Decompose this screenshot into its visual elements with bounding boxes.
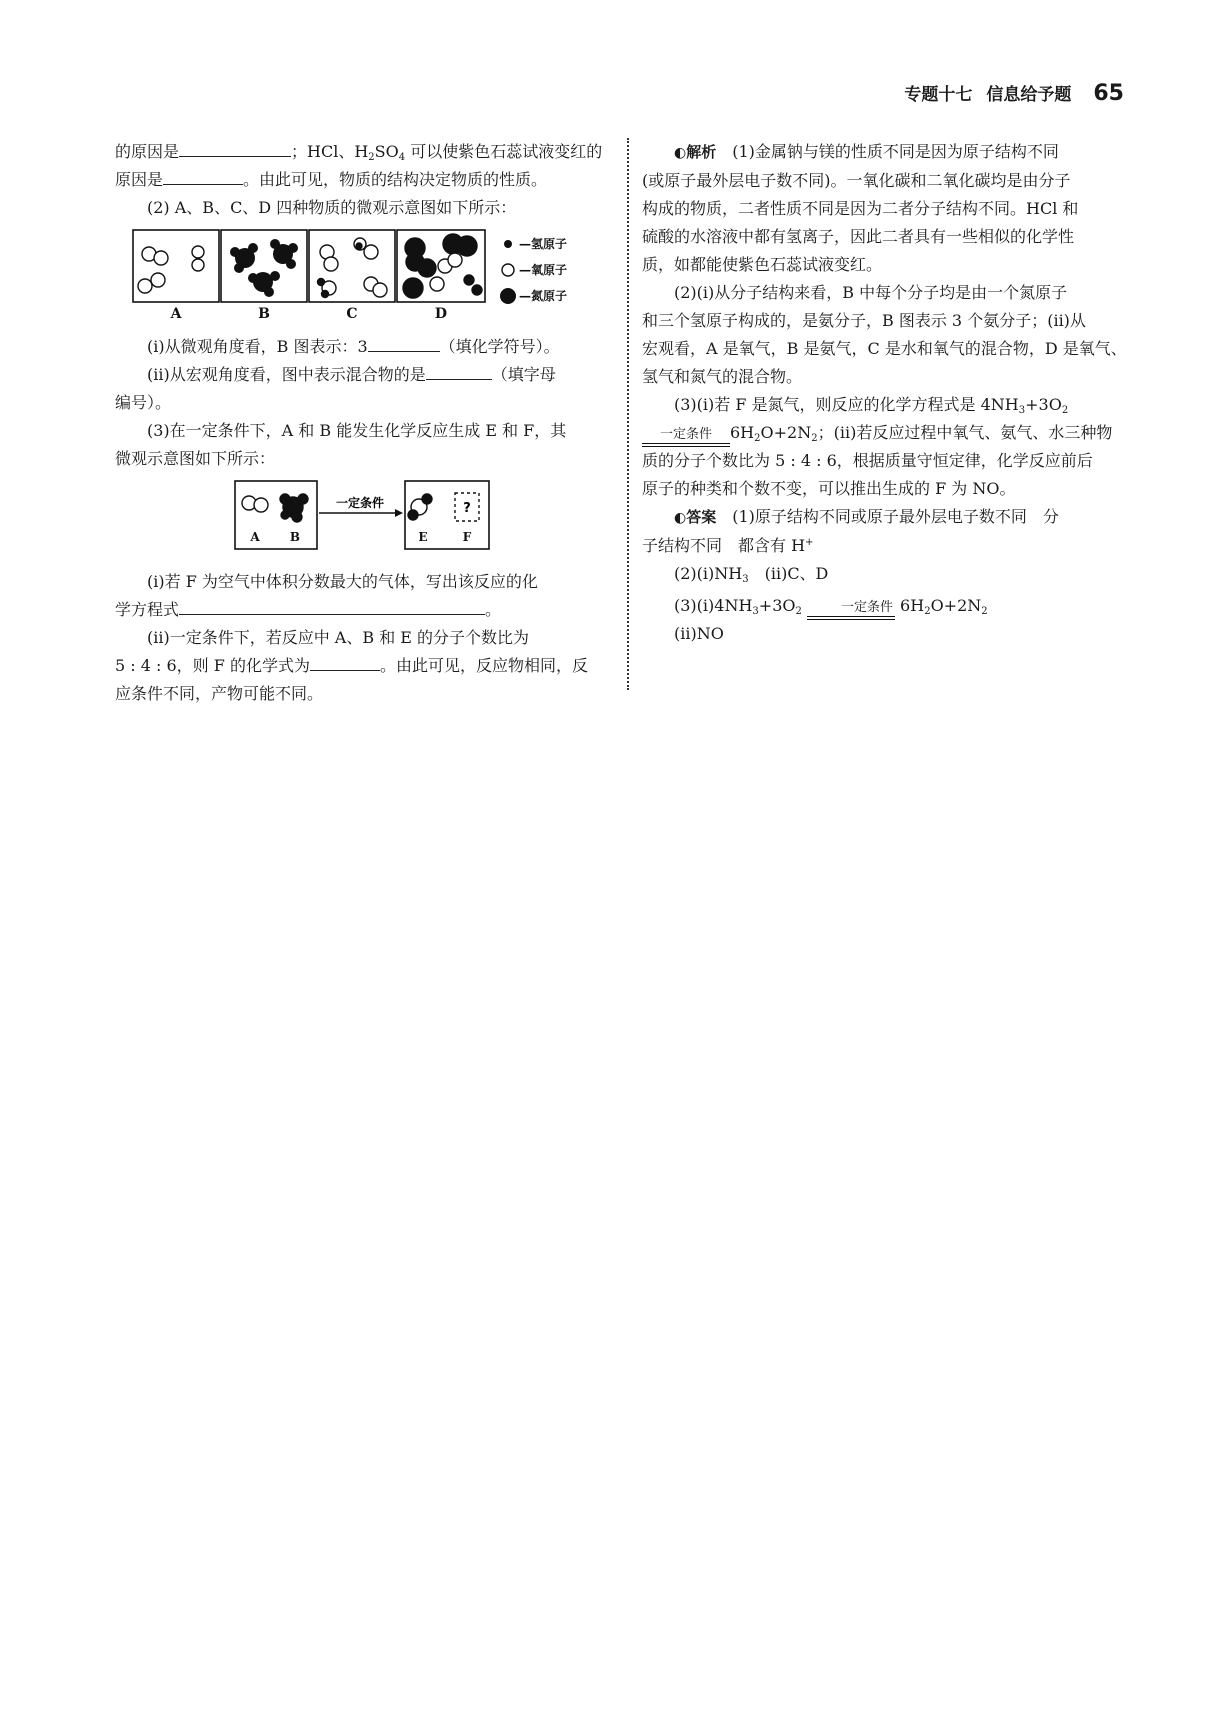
- molecule-figure-abcd: [115, 228, 615, 329]
- question-line: (ⅱ)从宏观角度看，图中表示混合物的是 （填字母: [115, 361, 615, 389]
- analysis-line: (2)(ⅰ)从分子结构来看，B 中每个分子均是由一个氮原子: [674, 283, 1068, 302]
- answer-icon: ◐: [674, 510, 687, 526]
- analysis-line: (或原子最外层电子数不同)。一氧化碳和二氧化碳均是由分子: [642, 171, 1071, 190]
- left-column: [115, 138, 615, 708]
- answer-blank[interactable]: [310, 652, 380, 671]
- right-column: [642, 138, 1164, 648]
- answer-line: 子结构不同 都含有 H+: [642, 536, 814, 555]
- question-line: 编号）。: [115, 393, 172, 412]
- analysis-line: 构成的物质，二者性质不同是因为二者分子结构不同。HCl 和: [642, 199, 1079, 218]
- legend-hydrogen: —氢原子: [519, 237, 568, 251]
- header-section: 信息给予题: [986, 85, 1072, 105]
- analysis-line: 氢气和氮气的混合物。: [642, 367, 803, 386]
- header-topic: 专题十七: [904, 85, 973, 105]
- label-d: D: [434, 306, 448, 320]
- label-b: B: [258, 306, 270, 320]
- question-line: (ⅰ)从微观角度看，B 图表示：3 （填化学符号）。: [115, 333, 615, 361]
- reaction-condition-sign: 一定条件: [807, 601, 895, 620]
- label-e: E: [418, 530, 428, 544]
- label-a: A: [250, 530, 260, 544]
- nitrogen-atom-icon: [500, 288, 516, 304]
- answer-line: $(2)(ⅰ)NH_3$ (ⅱ)C、D: [674, 564, 829, 585]
- box-b-molecules: [230, 239, 298, 297]
- answer-blank[interactable]: [179, 596, 485, 615]
- answer-blank[interactable]: [368, 333, 440, 352]
- analysis-line: 一定条件 $6H_2O+2N_2$；(ⅱ)若反应过程中氧气、氨气、水三种物: [642, 419, 1164, 447]
- answer-line: ◐答案 (1)原子结构不同或原子最外层电子数不同 分: [674, 507, 1059, 526]
- reaction-condition-sign: 一定条件: [642, 428, 730, 447]
- answer-line: (ⅱ)NO: [674, 624, 724, 643]
- reaction-condition: 一定条件: [335, 496, 385, 510]
- answer-blank[interactable]: [163, 166, 243, 185]
- label-b: B: [289, 530, 301, 544]
- answer-line: $(3)(ⅰ)4NH_3+3O_2$ 一定条件 $6H_2O+2N_2$: [642, 592, 1164, 620]
- legend: [500, 236, 567, 304]
- analysis-line: 质的分子个数比为 5 : 4 : 6，根据质量守恒定律，化学反应前后: [642, 451, 1093, 470]
- legend-nitrogen: —氮原子: [519, 289, 568, 303]
- question-line: 的原因是 ；HCl、$H_2SO_4$ 可以使紫色石蕊试液变红的: [115, 138, 615, 166]
- question-line: (ⅰ)若 F 为空气中体积分数最大的气体，写出该反应的化: [147, 572, 538, 591]
- reactant-box: [235, 481, 317, 549]
- question-line: 学方程式 。: [115, 596, 615, 624]
- question-2: (2) A、B、C、D 四种物质的微观示意图如下所示：: [147, 198, 517, 217]
- label-f: F: [462, 530, 472, 544]
- answer-blank[interactable]: [426, 361, 492, 380]
- molecule-diagram: [115, 228, 615, 320]
- box-c-molecules: [318, 238, 388, 298]
- analysis-line: 原子的种类和个数不变，可以推出生成的 F 为 NO。: [642, 479, 1016, 498]
- reaction-figure: [233, 479, 615, 564]
- analysis-tag: ◐解析: [674, 143, 717, 161]
- analysis-line: ◐解析 (1)金属钠与镁的性质不同是因为原子结构不同: [674, 142, 1059, 161]
- legend-oxygen: —氧原子: [519, 263, 568, 277]
- hydrogen-atom-icon: [504, 240, 512, 248]
- question-line: (3)在一定条件下，A 和 B 能发生化学反应生成 E 和 F，其: [147, 421, 567, 440]
- unknown-mark: ?: [463, 501, 471, 516]
- question-line: 微观示意图如下所示：: [115, 449, 276, 468]
- answer-tag: ◐答案: [674, 508, 717, 526]
- answer-blank[interactable]: [179, 138, 291, 157]
- question-line: (ⅱ)一定条件下，若反应中 A、B 和 E 的分子个数比为: [147, 628, 530, 647]
- question-line: 5 : 4 : 6，则 F 的化学式为 。由此可见，反应物相同，反: [115, 652, 615, 680]
- reaction-diagram: [233, 479, 493, 555]
- analysis-line: 宏观看，A 是氧气，B 是氨气，C 是水和氧气的混合物，D 是氧气、: [642, 339, 1127, 358]
- analysis-line: 和三个氢原子构成的，是氨分子，B 图表示 3 个氨分子；(ⅱ)从: [642, 311, 1086, 330]
- column-divider: [627, 138, 629, 690]
- label-a: A: [170, 306, 182, 320]
- oxygen-atom-icon: [502, 264, 514, 276]
- analysis-line: 硫酸的水溶液中都有氢离子，因此二者具有一些相似的化学性: [642, 227, 1075, 246]
- question-line: 应条件不同，产物可能不同。: [115, 684, 324, 703]
- analysis-line: 质，如都能使紫色石蕊试液变红。: [642, 255, 883, 274]
- box-d-molecules: [403, 234, 482, 298]
- analysis-line: (3)(ⅰ)若 F 是氮气，则反应的化学方程式是 $4NH_3+3O_2$: [674, 395, 1069, 416]
- box-a-molecules: [138, 246, 204, 293]
- question-line: 原因是 。由此可见，物质的结构决定物质的性质。: [115, 166, 615, 194]
- label-c: C: [346, 306, 358, 320]
- analysis-icon: ◐: [674, 145, 687, 161]
- page-header: [904, 80, 1124, 114]
- page-number: 65: [1093, 81, 1124, 106]
